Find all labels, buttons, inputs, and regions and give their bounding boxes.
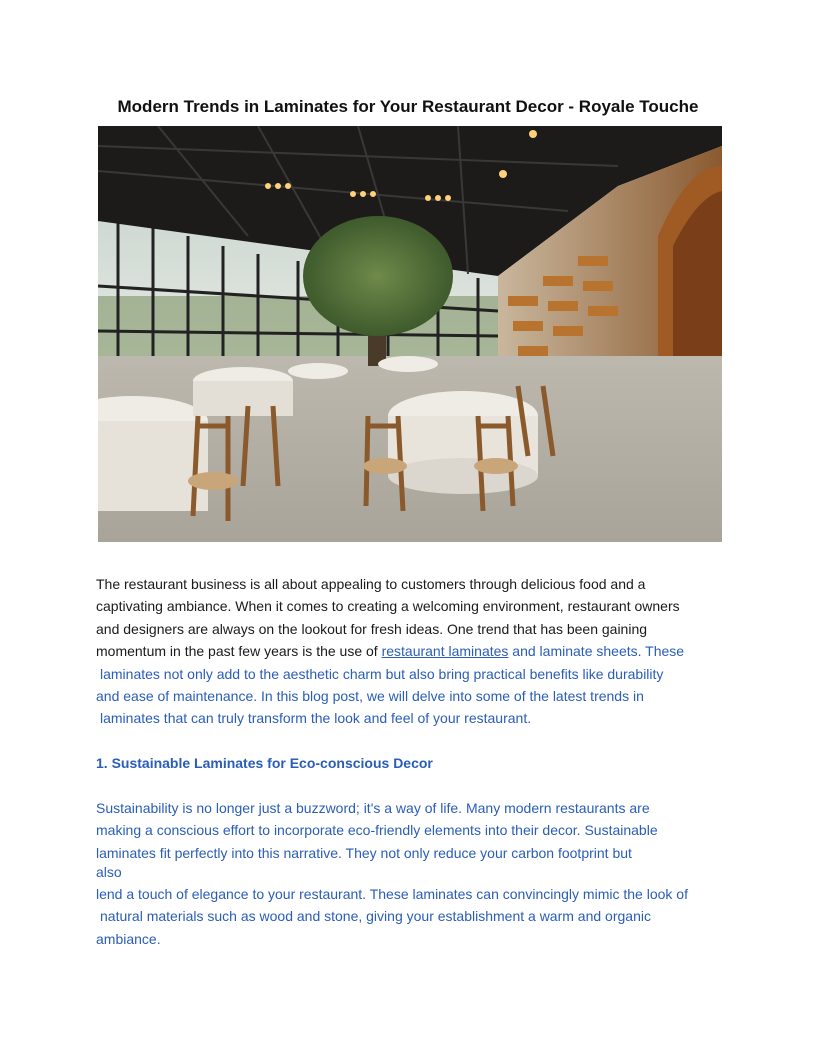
section-line: making a conscious effort to incorporate eco-friendly elements into their decor. Sustainable — [96, 822, 658, 839]
page-title: Modern Trends in Laminates for Your Restaurant Decor - Royale Touche — [117, 97, 699, 116]
intro-line: laminates not only add to the aesthetic charm but also bring practical benefits like durability — [100, 665, 664, 682]
intro-line: The restaurant business is all about appealing to customers through delicious food and a — [96, 576, 646, 592]
article-body — [96, 573, 726, 950]
intro-line-with-link — [96, 640, 726, 662]
restaurant-laminates-link[interactable]: restaurant laminates — [381, 643, 509, 660]
intro-text: momentum in the past few years is the use of — [96, 643, 382, 660]
section-line: Sustainability is no longer just a buzzword; it's a way of life. Many modern restaurants are — [96, 799, 650, 816]
restaurant-interior-photo — [98, 126, 722, 542]
section-line: laminates fit perfectly into this narrative. They not only reduce your carbon footprint but — [96, 844, 632, 861]
intro-text: and laminate sheets. These — [508, 643, 685, 660]
intro-line: captivating ambiance. When it comes to creating a welcoming environment, restaurant owners — [96, 598, 680, 615]
intro-line: and designers are always on the lookout for fresh ideas. One trend that has been gaining — [96, 620, 648, 637]
section-heading: 1. Sustainable Laminates for Eco-conscious Decor — [96, 755, 433, 772]
section-line: ambiance. — [96, 930, 161, 947]
intro-line: and ease of maintenance. In this blog post, we will delve into some of the latest trends in — [96, 687, 644, 704]
section-line: also — [96, 863, 122, 880]
intro-line: laminates that can truly transform the look and feel of your restaurant. — [100, 710, 532, 727]
section-line: natural materials such as wood and stone, giving your establishment a warm and organic — [100, 908, 651, 925]
section-line: lend a touch of elegance to your restaurant. These laminates can convincingly mimic the look of — [96, 886, 688, 903]
